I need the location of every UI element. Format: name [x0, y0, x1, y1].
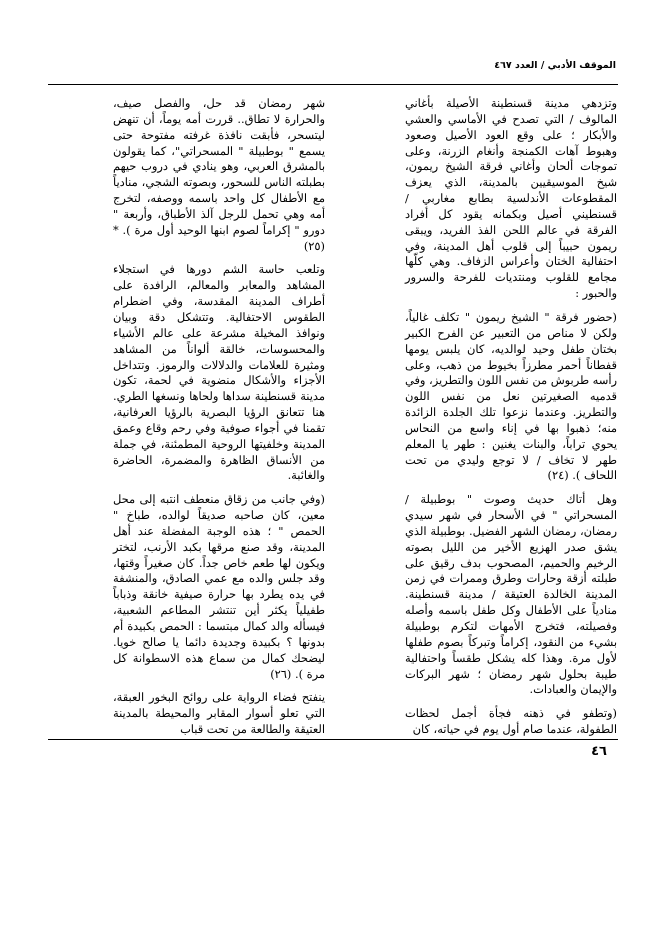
left-text-column	[113, 96, 325, 746]
page-number: ٤٦	[591, 744, 607, 759]
paragraph: وهل أتاك حديث وصوت " بوطبيلة / المسحراتي " في الأسحار في شهر سيدي رمضان، رمضان الشهر الفضيل. بوطبيلة الذي يشق صدر الهزيع الأخير من الليل بصوته الرخيم والحميم، المصحوب بدف رقيق على طبلته أزقة وحارات وطرق وممرات في زمن المدينة الخالدة العتيقة / مدينة قسنطينة. منادياً على الأطفال وكل طفل باسمه وأصله وفصيلته، فتخرج الأمهات لتكرم بوطبيلة بشيء من النقود، إكراماً وتبركاً بصوم طفلها لأول مرة. وهذا كله يشكل طقساً واحتفالية طيبة بحلول شهر رمضان ؛ شهر البركات والإيمان والعبادات.	[405, 492, 617, 697]
paragraph: (وفي جانب من زقاق منعطف انتبه إلى محل معين، كان صاحبه صديقاً لوالده، طباخ " الحمص " ؛ هذه الوجبة المفضلة عند أهل المدينة، وقد صنع مرقها بكبد الأرنب، لتختر ويكون لها طعم خاص جداً. كان صغيراً وقتها، وقد جلس والده مع عمي الصادق، والمنشفة في يده يطرد بها حرارة صيفية خانقة وذباباً طفيلياً يكثر أين تنتشر المطاعم الشعبية، فيسأله والد كمال مبتسما : الحمص بكبيدة أم بدونها ؟ بكبيدة وجديدة دائما يا صالح خويا. ليضحك كمال من سماع هذه الاسطوانة كل مرة ). (٢٦)	[113, 492, 325, 681]
journal-header-title: الموقف الأدبي / العدد ٤٦٧	[494, 60, 616, 71]
paragraph: شهر رمضان قد حل، والفصل صيف، والحرارة لا تطاق.. قررت أمه يوماً، أن تنهض ليتسحر، فأبقت نافذة غرفته مفتوحة حتى يسمع " بوطبيلة " المسحراتي"، كما يقولون بالمشرق العربي، وهو ينادي في دروب حيهم بطبلته الناس للسحور، وبصوته الشجي، منادياً مع الأطفال كل واحد باسمه ووصفه، لتخرج أمه وهي تحمل للرجل آلذ الأطباق، وأربعة " دورو " إكراماً لصوم ابنها الوحيد أول مرة ). * (٢٥)	[113, 96, 325, 253]
footer-rule	[48, 739, 618, 740]
paragraph: (وتطفو في ذهنه فجأة أجمل لحظات الطفولة، عندما صام أول يوم في حياته، كان	[405, 706, 617, 737]
paragraph: وتزدهي مدينة قسنطينة الأصيلة بأغاني المالوف / التي تصدح في الأماسي والعشي والأبكار ؛ على وقع العود الأصيل وصعود وهبوط آهات الكمنجة وأنغام الزرنة، وعلى تموجات ألحان وأغاني فرقة الشيخ ريمون، شيخ الموسيقيين بالمدينة، الذي يعزف المقطوعات الأندلسية بطابع مغاربي / قسنطيني أصيل وبكمانه يقود كل أفراد الفرقة في عالم اللحن الفذ الفريد، ويبقى ريمون حبيباً إلى قلوب أهل المدينة، وفي احتفالية الختان وأعراس الزفاف. وهي كلّها مجامع للقلوب ومنتديات للفرحة والسرور والحبور :	[405, 96, 617, 301]
right-text-column	[405, 96, 617, 746]
paragraph: ينفتح فضاء الرواية على روائح البخور العبقة، التي تعلو أسوار المقابر والمحيطة بالمدينة العتيقة والطالعة من تحت قباب	[113, 690, 325, 737]
paragraph: (حضور فرقة " الشيخ ريمون " تكلف غالياً، ولكن لا مناص من التعبير عن الفرح الكبير بختان طفل وحيد لوالديه، كان يلبس يومها قفطاناً أحمر مطرزاً بخيوط من ذهب، وعلى رأسه طربوش من نفس اللون والتطريز، وفي قدميه الصغيرتين نعل من نفس اللون والتطريز. وعندما نزعوا تلك الجلدة الزائدة منه؛ ذهبوا بها في إناء واسع من النحاس يحوي تراباً، والبنات يغنين : طهر يا المعلم طهر لا تخاف / لا توجع وليدي من تحت اللحاف ). (٢٤)	[404, 309, 617, 483]
paragraph: وتلعب حاسة الشم دورها في استجلاء المشاهد والمعابر والمعالم، الرافدة على أطراف المدينة المقدسة، وفي اضطرام الطقوس الاحتفالية. وتتشكل دقة وبيان ونوافذ المخيلة مشرعة على عالم الأشياء والمحسوسات، خالقة ألواناً من المشاهد ومثيرة للعلامات والدلالات والرموز. وتتداخل الأجزاء والأشكال منضوية في لحمة، تكون مدينة قسنطينة سداها ولحاها ونسغها الطري. هنا تتعانق الرؤيا البصرية بالرؤيا العرفانية، تقمنا في أجواء صوفية وفي رحم وقاع وعمق المدينة وخلفيتها الروحية المطمئنة، في جملة من الأنساق الظاهرة والمضمرة، الحاضرة والغائبة.	[113, 262, 325, 483]
header-rule	[48, 84, 618, 85]
